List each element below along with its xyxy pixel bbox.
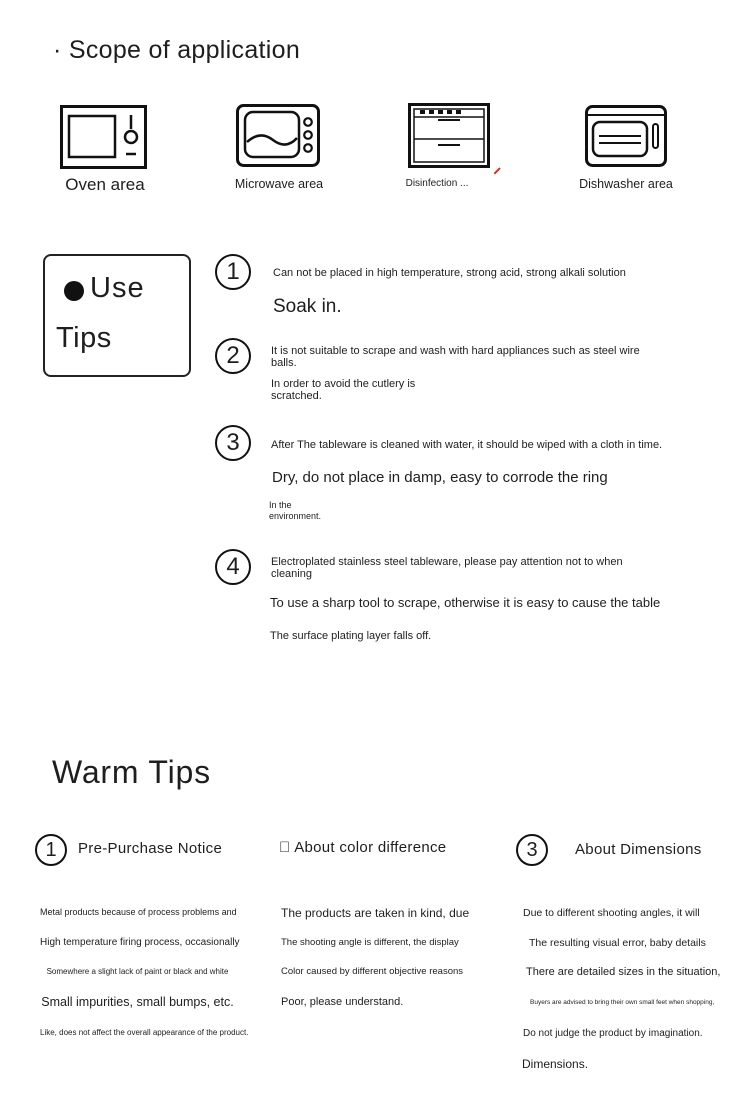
bullet-dot-icon	[64, 281, 84, 301]
tip-number-2: 2	[215, 338, 251, 374]
dimensions-line-1: Due to different shooting angles, it will	[523, 907, 700, 919]
tip-2-line-2: In order to avoid the cutlery is scratched.	[271, 378, 416, 402]
microwave-icon	[236, 104, 320, 167]
pre-purchase-line-3: Somewhere a slight lack of paint or black and white	[46, 967, 229, 976]
color-difference-heading:   About color difference	[279, 839, 447, 856]
tip-2-line-1: It is not suitable to scrape and wash with hard appliances such as steel wire balls.	[271, 345, 640, 369]
tip-3-line-3: In the environment.	[269, 500, 322, 521]
tip-4-line-3: The surface plating layer falls off.	[270, 630, 432, 642]
pre-purchase-line-5: Like, does not affect the overall appearance of the product.	[40, 1028, 249, 1037]
warm-tips-title: Warm Tips	[52, 754, 211, 790]
disinfection-area-label: Disinfection ...	[405, 178, 469, 189]
tip-1-line-2: Soak in.	[273, 296, 342, 317]
use-tips-title-line2: Tips	[56, 322, 112, 354]
dimensions-line-3: There are detailed sizes in the situation,	[526, 966, 721, 978]
pre-purchase-heading: Pre-Purchase Notice	[78, 840, 223, 857]
dimensions-line-2: The resulting visual error, baby details	[529, 937, 706, 949]
pre-purchase-line-1: Metal products because of process problems and	[40, 907, 237, 917]
tip-1-line-1: Can not be placed in high temperature, strong acid, strong alkali solution	[273, 267, 626, 279]
warm-tip-number-1: 1	[35, 834, 67, 866]
tip-4-line-2: To use a sharp tool to scrape, otherwise it is easy to cause the table	[270, 595, 661, 610]
color-difference-line-3: Color caused by different objective reasons	[281, 966, 464, 977]
tip-number-4: 4	[215, 549, 251, 585]
microwave-area-label: Microwave area	[234, 177, 324, 191]
dimensions-heading: About Dimensions	[575, 841, 702, 858]
scope-title: · Scope of application	[53, 36, 301, 64]
dishwasher-area-label: Dishwasher area	[579, 177, 673, 191]
tip-number-1: 1	[215, 254, 251, 290]
pre-purchase-line-4: Small impurities, small bumps, etc.	[41, 995, 234, 1009]
dishwasher-icon	[585, 105, 667, 167]
use-tips-title-line1: Use	[90, 272, 145, 304]
dimensions-line-5: Do not judge the product by imagination.	[523, 1028, 703, 1039]
oven-area-label: Oven area	[65, 175, 145, 194]
color-difference-line-1: The products are taken in kind, due	[281, 906, 470, 920]
warm-tip-number-3: 3	[516, 834, 548, 866]
tip-4-line-1: Electroplated stainless steel tableware, please pay attention not to when cleaning	[271, 556, 623, 580]
pre-purchase-line-2: High temperature firing process, occasionally	[40, 937, 240, 948]
disinfection-cabinet-icon	[408, 103, 490, 168]
tip-number-3: 3	[215, 425, 251, 461]
tip-3-line-2: Dry, do not place in damp, easy to corrode the ring	[272, 469, 608, 486]
red-mark	[494, 167, 501, 174]
color-difference-line-4: Poor, please understand.	[281, 996, 404, 1008]
oven-icon	[60, 105, 148, 169]
tip-3-line-1: After The tableware is cleaned with water, it should be wiped with a cloth in time.	[271, 439, 663, 451]
dimensions-line-4: Buyers are advised to bring their own small feet when shopping,	[530, 999, 715, 1006]
dimensions-line-6: Dimensions.	[522, 1057, 589, 1071]
color-difference-line-2: The shooting angle is different, the display	[281, 937, 459, 948]
